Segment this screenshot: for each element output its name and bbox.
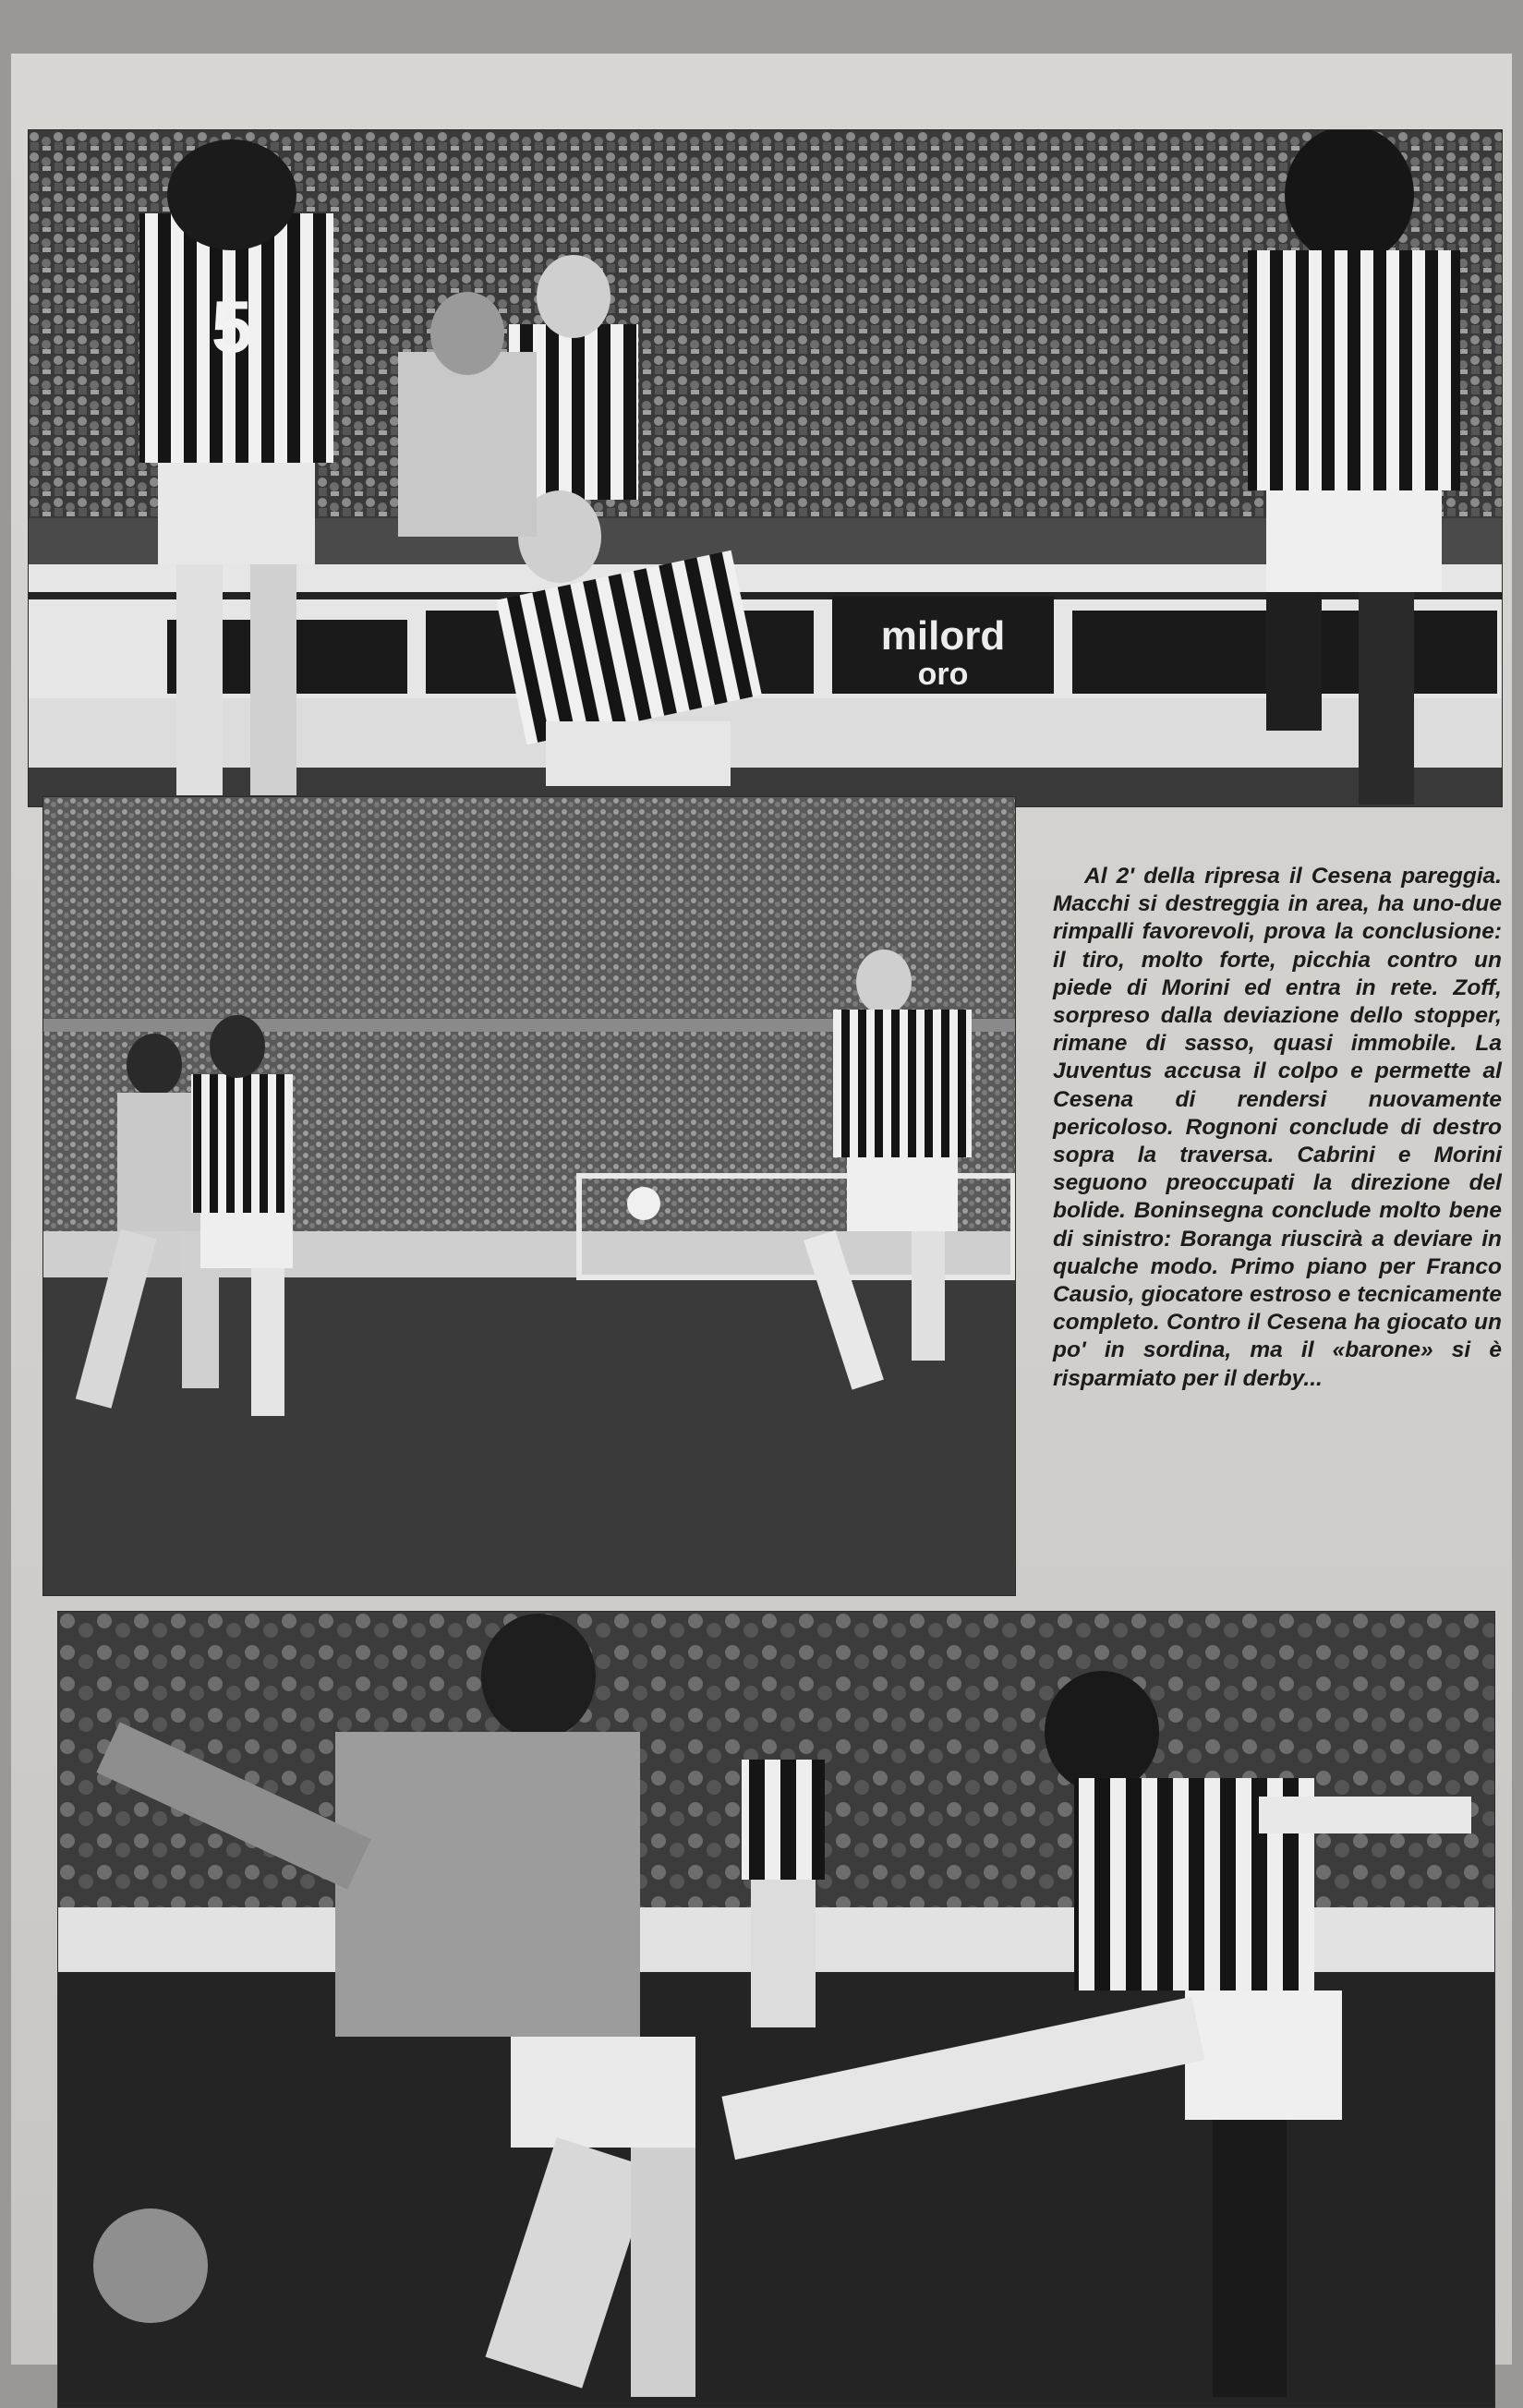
magazine-page (11, 54, 1512, 2365)
photo-bottom (57, 1611, 1495, 2408)
caption-text: Al 2' della ripresa il Cesena pareggia. Macchi si destreggia in area, ha uno-due rimpalli favorevoli, prova la conclusione: il tiro, molto forte, picchia contro un piede di Morini ed entra in rete. Zoff, sorpreso dalla deviazione dello stopper, rimane di sasso, quasi immobile. La Juventus accusa il colpo e permette al Cesena di rendersi nuovamente pericoloso. Rognoni conclude di destro sopra la traversa. Cabrini e Morini seguono preoccupati la direzione del bolide. Boninsegna conclude molto bene di sinistro: Boranga riuscirà a deviare in qualche modo. Primo piano per Franco Causio, giocatore estroso e tecnicamente completo. Contro il Cesena ha giocato un po' in sordina, ma il «barone» si è risparmiato per il derby... (1053, 864, 1502, 1391)
ad-board-subtext: oro (917, 657, 969, 692)
ad-board-text: milord (880, 613, 1006, 659)
photo-middle (42, 796, 1016, 1596)
photo-bottom-image (58, 1612, 1494, 2407)
shirt-number: 5 (211, 285, 253, 368)
photo-middle-image (43, 797, 1015, 1595)
ball (93, 2208, 208, 2323)
photo-top-image (29, 130, 1502, 806)
photo-top (28, 129, 1503, 807)
